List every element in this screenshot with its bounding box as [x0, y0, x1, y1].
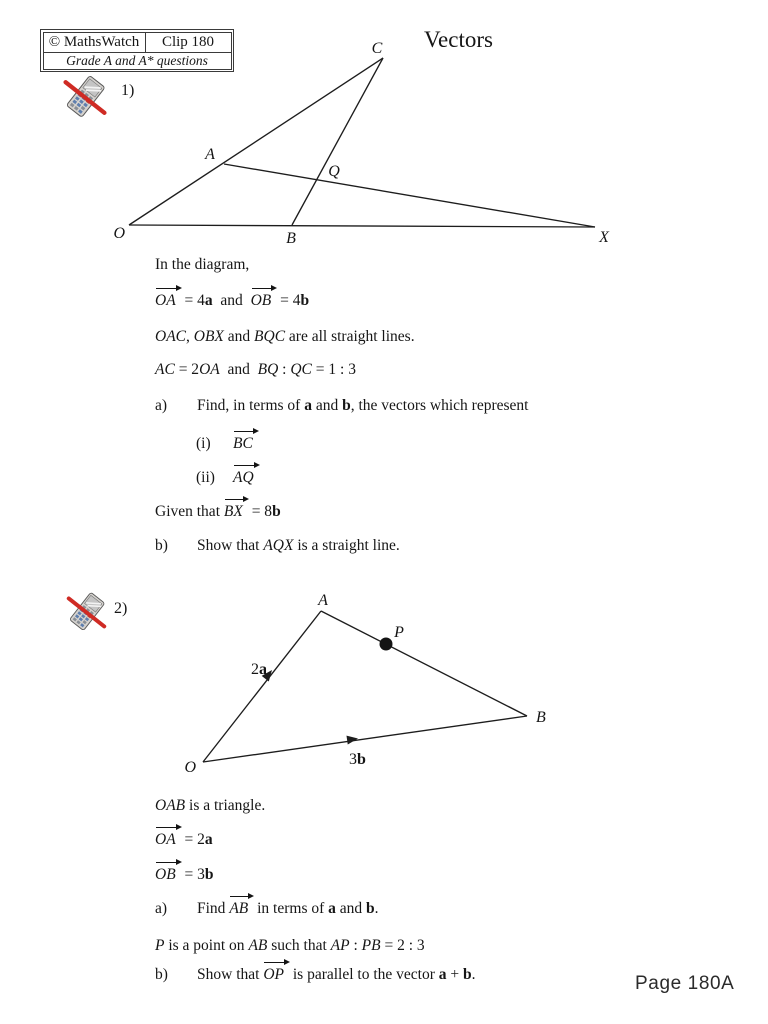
text-line [155, 328, 415, 346]
brand-label: © MathsWatch [44, 33, 146, 52]
text-line [155, 397, 529, 415]
text-segment: = 2 [174, 361, 200, 378]
text-segment: Find, in terms of [197, 397, 305, 414]
line-AB [321, 611, 527, 716]
text-segment: is parallel to the vector [288, 966, 439, 983]
text-segment: is a triangle. [185, 797, 266, 814]
text-line [155, 866, 214, 884]
q1-diagram [100, 38, 620, 253]
text-line [155, 831, 213, 849]
text-segment: Show that [197, 966, 264, 983]
text-segment: is a point on [164, 937, 249, 954]
line-AQX [224, 164, 595, 227]
text-segment: . [374, 900, 379, 917]
text-segment: : [349, 937, 362, 954]
text-segment: Given that [155, 503, 224, 520]
text-segment: OA [199, 361, 220, 378]
text-segment: a [204, 292, 213, 309]
vector-2a-label [251, 661, 267, 678]
text-segment: = 3 [180, 866, 205, 883]
text-line [155, 435, 258, 453]
text-segment: and [223, 328, 255, 345]
text-segment: AC [155, 361, 175, 378]
text-segment: (i) [196, 435, 211, 452]
line-OAC [129, 58, 383, 225]
grade-label: Grade A and A* questions [43, 52, 232, 70]
vector-3b-label [349, 751, 366, 768]
text-segment: and [335, 900, 367, 917]
text-segment: OBX [193, 328, 224, 345]
text-segment: + [446, 966, 464, 983]
vector-term: OP [263, 966, 288, 984]
text-line [155, 797, 265, 815]
text-segment: AB [248, 937, 268, 954]
text-line [155, 361, 356, 379]
text-segment: b [204, 866, 214, 883]
line-OBX [129, 225, 595, 227]
text-line [155, 292, 309, 310]
point-label-O: O [113, 225, 125, 242]
text-segment: = 4 [180, 292, 205, 309]
point-label-C: C [371, 40, 383, 57]
text-line [155, 537, 400, 555]
text-segment: BQ [257, 361, 279, 378]
text-line [155, 256, 249, 274]
text-segment: b [272, 503, 281, 520]
text-line [155, 503, 281, 521]
text-line [155, 937, 425, 955]
text-segment: , [186, 328, 194, 345]
text-segment: : [278, 361, 291, 378]
page-title: Vectors [424, 27, 493, 52]
text-segment: P [155, 937, 165, 954]
vector-coeff: 2 [251, 661, 259, 678]
point-label-Q: Q [328, 163, 340, 180]
text-line [155, 966, 476, 984]
text-line [155, 469, 259, 487]
vector-term: BC [233, 435, 257, 453]
text-segment: in terms of [253, 900, 329, 917]
no-calculator-icon [62, 590, 111, 633]
vector-term: OA [155, 292, 180, 310]
text-segment: PB [361, 937, 381, 954]
text-segment: QC [290, 361, 312, 378]
vector-term: AQ [233, 469, 258, 487]
ob-arrowhead [346, 734, 358, 744]
text-segment: b) [155, 966, 168, 983]
point-label-B: B [286, 230, 296, 247]
text-segment: = 1 : 3 [311, 361, 356, 378]
line-CQB [292, 58, 383, 225]
vector-coeff: 3 [349, 751, 357, 768]
text-segment: . [471, 966, 476, 983]
text-segment: a) [155, 900, 168, 917]
vector-term: BX [224, 503, 247, 521]
line-OA [203, 611, 321, 762]
text-segment: b [300, 292, 310, 309]
text-segment: OAC [155, 328, 186, 345]
question-2-number: 2) [114, 600, 128, 617]
vector-term: OB [155, 866, 180, 884]
text-segment: (ii) [196, 469, 215, 486]
text-segment: Show that [197, 537, 264, 554]
text-segment: , the vectors which represent [350, 397, 529, 414]
text-segment: Find [197, 900, 230, 917]
text-segment: a [438, 966, 447, 983]
point-label-A: A [318, 592, 328, 609]
text-segment: is a straight line. [293, 537, 400, 554]
q2-text-block [155, 790, 645, 1000]
text-segment: a [304, 397, 312, 414]
q1-text-block [155, 250, 625, 570]
text-segment: BQC [254, 328, 286, 345]
text-segment: and [311, 397, 343, 414]
text-segment: b [366, 900, 375, 917]
clip-number-label: Clip 180 [161, 33, 215, 50]
point-label-O: O [184, 759, 196, 776]
text-segment: AP [330, 937, 350, 954]
text-line [155, 900, 379, 918]
text-segment: a) [155, 397, 168, 414]
vector-term: AB [229, 900, 252, 918]
text-segment: = 4 [276, 292, 301, 309]
point-label-B: B [536, 709, 546, 726]
text-segment: and [219, 361, 258, 378]
vector-term: OA [155, 831, 180, 849]
text-segment: a [328, 900, 336, 917]
vector-symbol: b [357, 751, 366, 768]
text-segment: = 8 [247, 503, 273, 520]
text-segment: OAB [155, 797, 186, 814]
text-segment: = 2 [180, 831, 205, 848]
q2-diagram [150, 588, 575, 783]
text-segment: AQX [263, 537, 294, 554]
text-segment: such that [267, 937, 331, 954]
text-segment: are all straight lines. [285, 328, 415, 345]
text-segment: In the diagram, [155, 256, 250, 273]
point-label-X: X [599, 229, 609, 246]
question-1-number: 1) [121, 82, 135, 99]
page-number: Page 180A [635, 973, 735, 994]
text-segment: = 2 : 3 [380, 937, 425, 954]
text-segment: a [204, 831, 213, 848]
text-segment: b [342, 397, 351, 414]
point-label-A: A [205, 146, 215, 163]
text-segment: b) [155, 537, 168, 554]
text-segment: b [463, 966, 472, 983]
vector-symbol: a [259, 661, 267, 678]
vector-term: OB [251, 292, 276, 310]
point-P-dot [380, 638, 393, 651]
point-label-P: P [394, 624, 404, 641]
text-segment: and [212, 292, 251, 309]
